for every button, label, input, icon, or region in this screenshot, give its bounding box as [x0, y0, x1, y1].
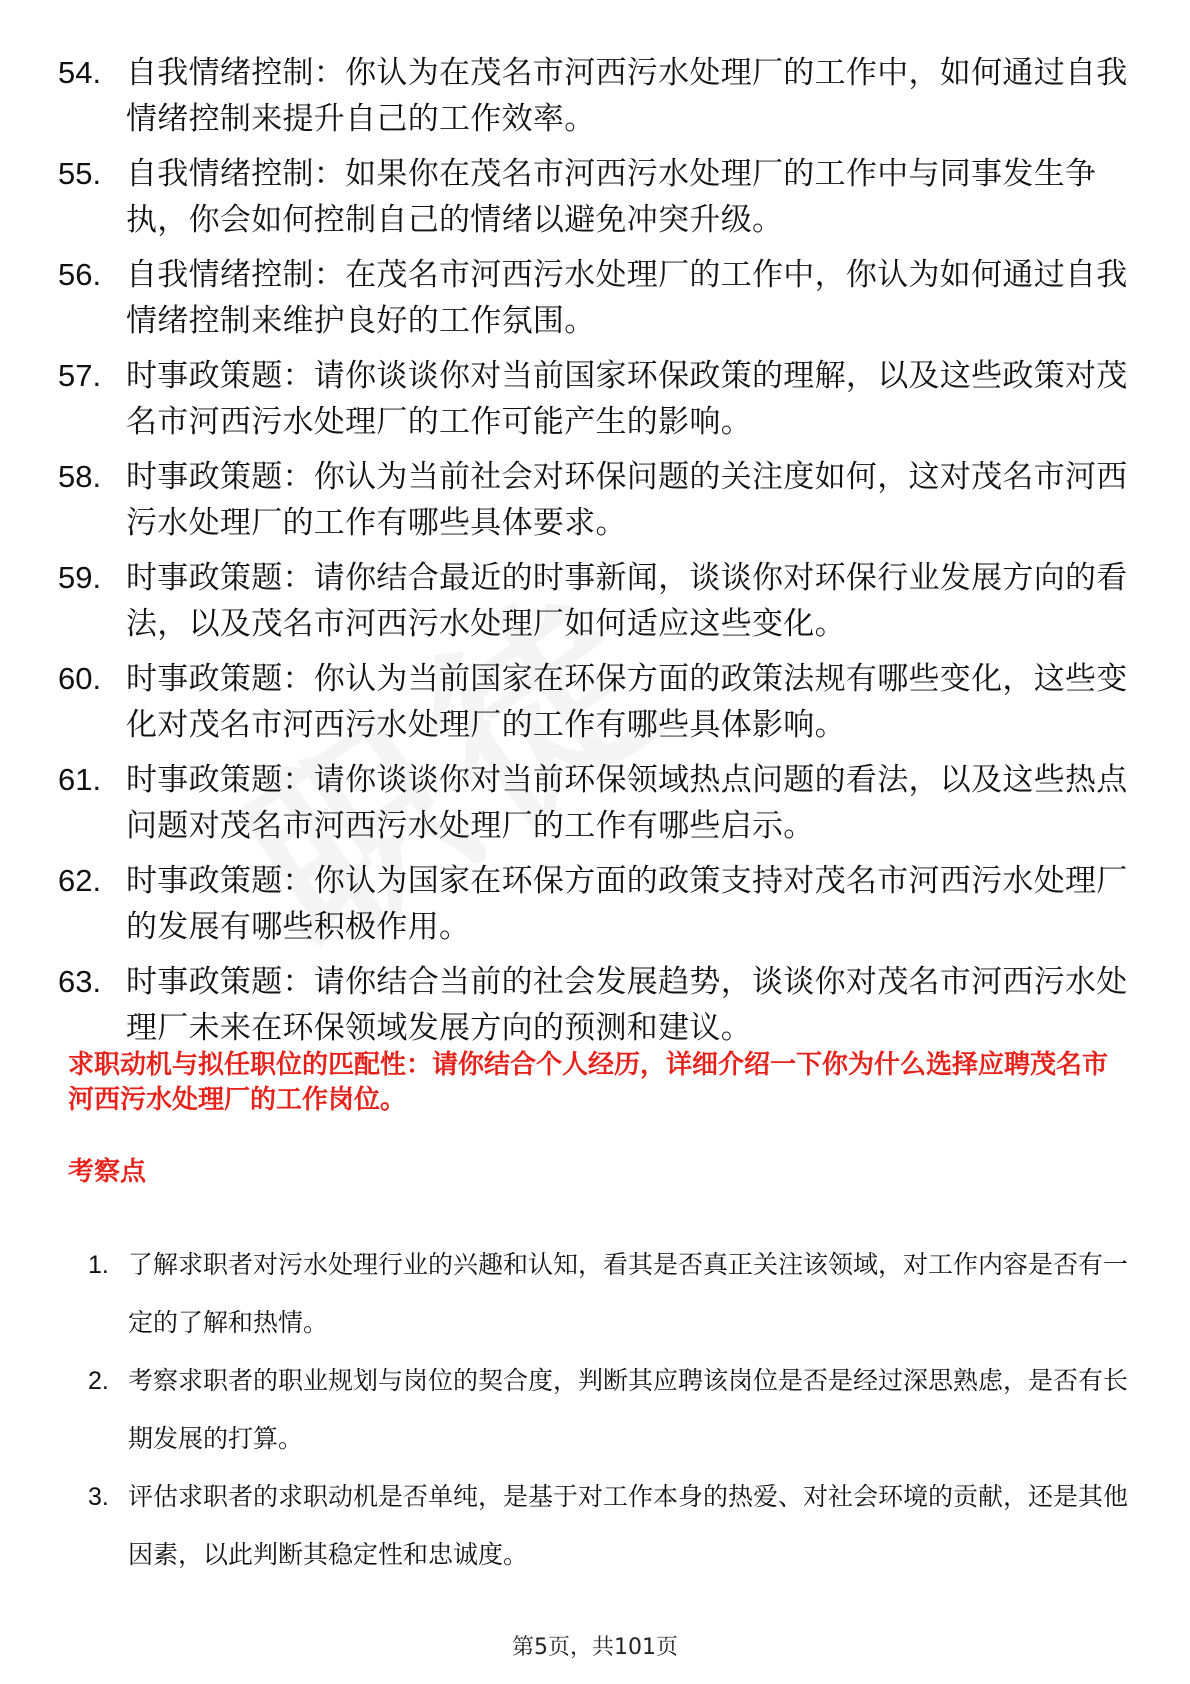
question-list [58, 50, 1138, 1060]
point-text: 评估求职者的求职动机是否单纯，是基于对工作本身的热爱、对社会环境的贡献，还是其他因素，以此判断其稳定性和忠诚度。 [128, 1482, 1129, 1569]
question-number: 56. [58, 257, 102, 292]
point-text: 了解求职者对污水处理行业的兴趣和认知，看其是否真正关注该领域，对工作内容是否有一定的了解和热情。 [128, 1250, 1129, 1337]
question-item [58, 151, 1138, 243]
point-text: 考察求职者的职业规划与岗位的契合度，判断其应聘该岗位是否是经过深思熟虑，是否有长期发展的打算。 [128, 1366, 1129, 1453]
question-text: 自我情绪控制：如果你在茂名市河西污水处理厂的工作中与同事发生争执，你会如何控制自己的情绪以避免冲突升级。 [126, 156, 1097, 238]
point-number: 3. [88, 1483, 109, 1511]
question-text: 时事政策题：你认为国家在环保方面的政策支持对茂名市河西污水处理厂的发展有哪些积极作用。 [126, 863, 1128, 945]
point-number: 2. [88, 1367, 109, 1395]
question-number: 60. [58, 661, 102, 696]
assessment-point [88, 1236, 1128, 1352]
question-item [58, 454, 1138, 546]
page-footer: 第5页，共101页 [512, 1635, 678, 1660]
question-number: 55. [58, 156, 102, 191]
question-item [58, 757, 1138, 849]
assessment-point-list [88, 1236, 1128, 1584]
question-number: 59. [58, 560, 102, 595]
section-heading: 求职动机与拟任职位的匹配性：请你结合个人经历，详细介绍一下你为什么选择应聘茂名市河西污水处理厂的工作岗位。 [68, 1050, 1109, 1115]
question-number: 62. [58, 863, 102, 898]
question-item [58, 50, 1138, 142]
question-item [58, 252, 1138, 344]
question-text: 时事政策题：你认为当前国家在环保方面的政策法规有哪些变化，这些变化对茂名市河西污水处理厂的工作有哪些具体影响。 [126, 661, 1128, 743]
question-number: 61. [58, 762, 102, 797]
question-number: 54. [58, 55, 102, 90]
question-item [58, 555, 1138, 647]
question-text: 自我情绪控制：你认为在茂名市河西污水处理厂的工作中，如何通过自我情绪控制来提升自己的工作效率。 [126, 55, 1128, 137]
question-text: 时事政策题：请你谈谈你对当前环保领域热点问题的看法，以及这些热点问题对茂名市河西污水处理厂的工作有哪些启示。 [126, 762, 1128, 844]
question-number: 57. [58, 358, 102, 393]
question-text: 时事政策题：请你结合当前的社会发展趋势，谈谈你对茂名市河西污水处理厂未来在环保领域发展方向的预测和建议。 [126, 964, 1128, 1046]
question-text: 时事政策题：请你谈谈你对当前国家环保政策的理解，以及这些政策对茂名市河西污水处理厂的工作可能产生的影响。 [126, 358, 1128, 440]
question-item [58, 353, 1138, 445]
question-text: 自我情绪控制：在茂名市河西污水处理厂的工作中，你认为如何通过自我情绪控制来维护良好的工作氛围。 [126, 257, 1128, 339]
question-text: 时事政策题：你认为当前社会对环保问题的关注度如何，这对茂名市河西污水处理厂的工作有哪些具体要求。 [126, 459, 1128, 541]
question-text: 时事政策题：请你结合最近的时事新闻，谈谈你对环保行业发展方向的看法，以及茂名市河西污水处理厂如何适应这些变化。 [126, 560, 1128, 642]
section-subheading: 考察点 [68, 1157, 147, 1187]
point-number: 1. [88, 1251, 109, 1279]
assessment-point [88, 1468, 1128, 1584]
question-item [58, 959, 1138, 1051]
question-item [58, 858, 1138, 950]
assessment-point [88, 1352, 1128, 1468]
question-number: 63. [58, 964, 102, 999]
question-item [58, 656, 1138, 748]
question-number: 58. [58, 459, 102, 494]
